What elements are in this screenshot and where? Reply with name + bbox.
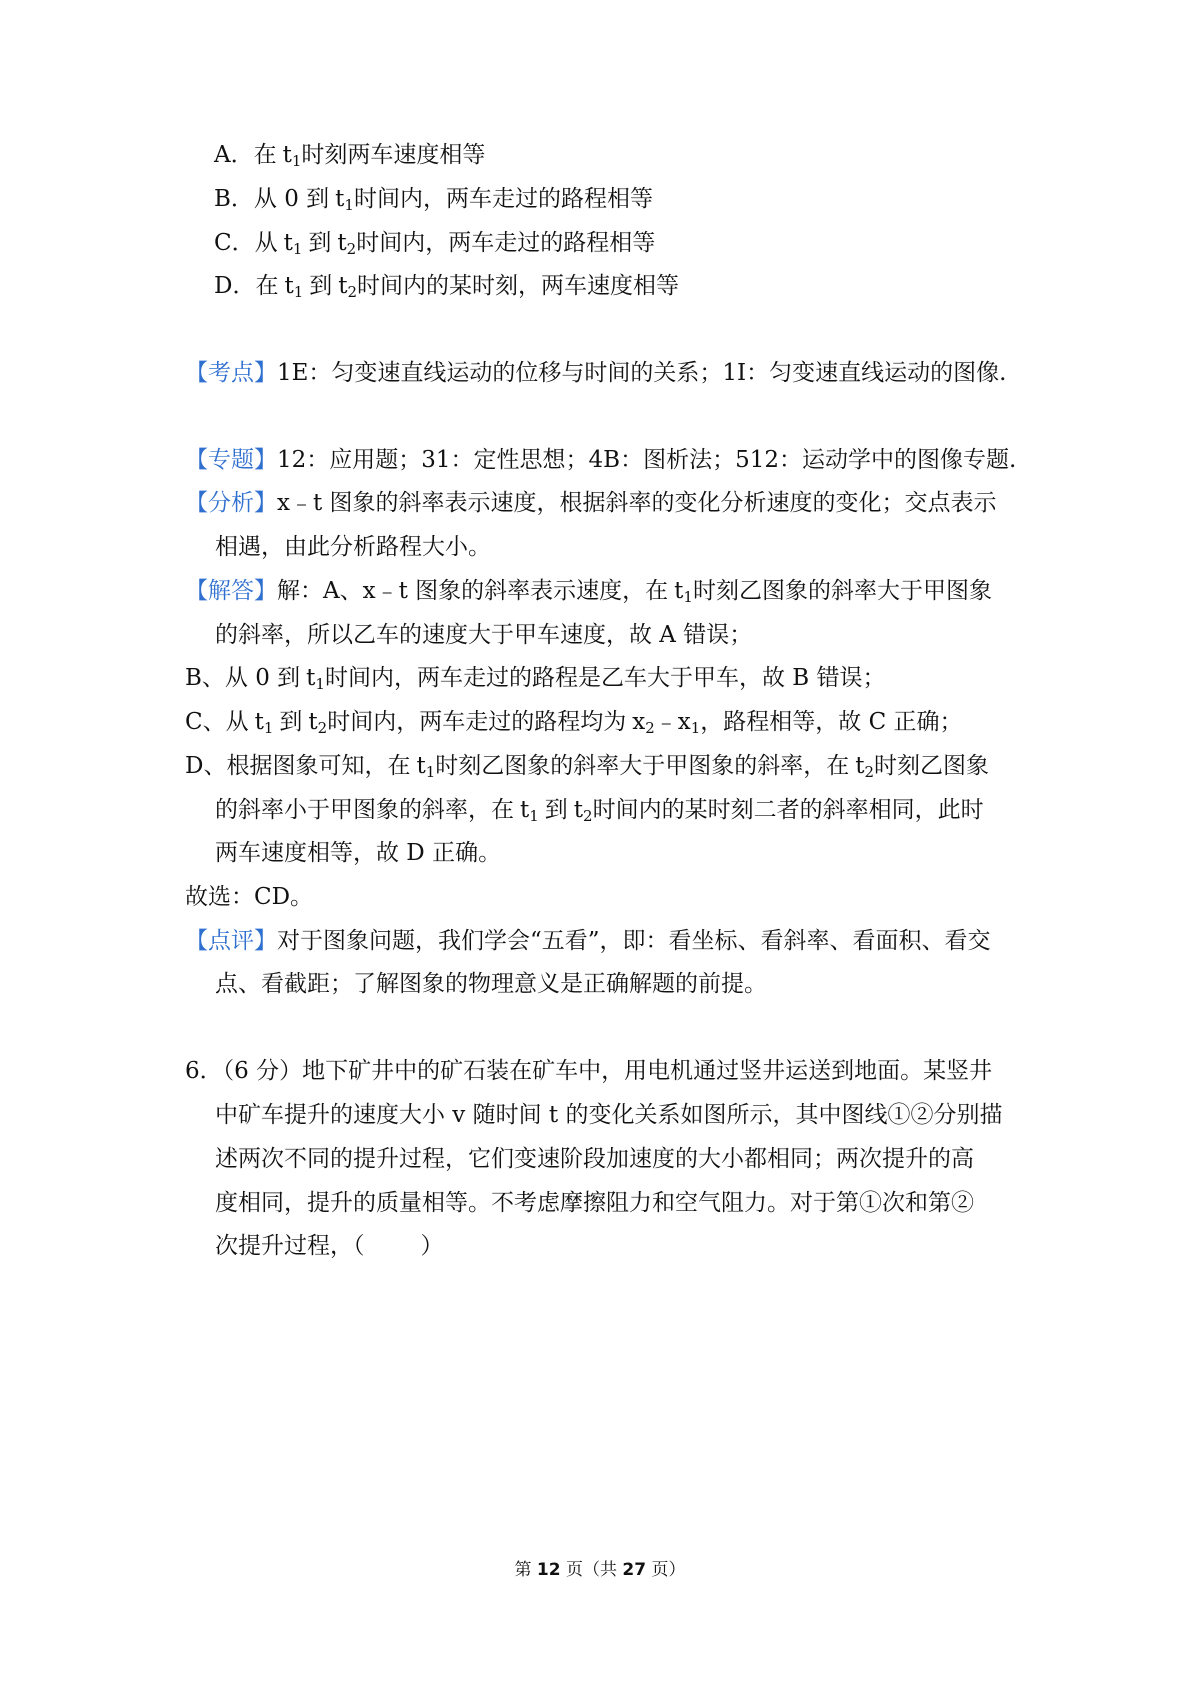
- option-c-label: C．从: [214, 230, 278, 256]
- jieda-text-1a: 解：A、x﹣t 图象的斜率表示速度，在: [277, 578, 669, 604]
- zhuanti-text: 12：应用题；31：定性思想；4B：图析法；512：运动学中的图像专题.: [277, 447, 1017, 473]
- q6-text-2: 中矿车提升的速度大小 v 随时间 t 的变化关系如图所示，其中图线①②分别描: [215, 1102, 1003, 1128]
- option-c-text: 时间内，两车走过的路程相等: [356, 230, 656, 256]
- q6-text-5a: 次提升过程，（: [215, 1233, 365, 1259]
- var-t: t: [573, 797, 584, 823]
- minus-sign: ﹣: [654, 709, 678, 735]
- kaodian-line: [185, 357, 1006, 389]
- sub-1: 1: [315, 675, 325, 693]
- jieda-b-pre: B、从 0 到: [185, 665, 301, 691]
- q6-line2: [215, 1099, 1002, 1131]
- option-b-label: B．从 0 到: [214, 186, 330, 212]
- option-a-label: A．在: [214, 142, 277, 168]
- q6-line1: [185, 1055, 992, 1087]
- footer-post: 页）: [651, 1560, 686, 1580]
- jieda-d2-mid: 到: [544, 797, 568, 823]
- sub-2: 2: [347, 283, 358, 301]
- jieda-b-post: 时间内，两车走过的路程是乙车大于甲车，故 B 错误；: [324, 665, 886, 691]
- sub-1: 1: [529, 807, 539, 825]
- var-t: t: [416, 753, 426, 779]
- fenxi-tag: 【分析】: [185, 490, 277, 516]
- var-x: x: [632, 709, 646, 735]
- dianping-text-1: 对于图象问题，我们学会“五看”，即：看坐标、看斜率、看面积、看交: [277, 928, 991, 954]
- var-t: t: [254, 709, 264, 735]
- sub-1: 1: [291, 152, 302, 170]
- fenxi-line1: [185, 487, 997, 519]
- var-t: t: [520, 797, 530, 823]
- sub-1: 1: [263, 719, 274, 737]
- jieda-text-2: 的斜率，所以乙车的速度大于甲车速度，故 A 错误；: [215, 622, 753, 648]
- q6-line4: [215, 1187, 974, 1219]
- var-t: t: [674, 578, 684, 604]
- option-c: [214, 227, 655, 259]
- q6-text-3: 述两次不同的提升过程，它们变速阶段加速度的大小都相同；两次提升的高: [215, 1146, 974, 1172]
- option-a-text: 时刻两车速度相等: [301, 142, 486, 168]
- q6-line5: [215, 1230, 444, 1262]
- jieda-line-b: [185, 662, 886, 694]
- jieda-c-mid2: 时间内，两车走过的路程均为: [327, 709, 627, 735]
- var-t: t: [282, 142, 292, 168]
- q6-text-4: 度相同，提升的质量相等。不考虑摩擦阻力和空气阻力。对于第①次和第②: [215, 1190, 974, 1216]
- dianping-text-2: 点、看截距；了解图象的物理意义是正确解题的前提。: [215, 971, 767, 997]
- jieda-d3: 两车速度相等，故 D 正确。: [215, 840, 502, 866]
- sub-1: 1: [690, 719, 701, 737]
- dianping-line1: [185, 925, 991, 957]
- kaodian-tag: 【考点】: [185, 360, 277, 386]
- var-t: t: [284, 273, 294, 299]
- total-pages: 27: [622, 1560, 647, 1580]
- var-t: t: [283, 230, 293, 256]
- var-t: t: [308, 709, 318, 735]
- sub-1: 1: [292, 240, 303, 258]
- jieda-line-d1: [185, 750, 989, 782]
- sub-1: 1: [425, 763, 436, 781]
- var-t: t: [337, 230, 347, 256]
- sub-1: 1: [293, 283, 304, 301]
- var-t: t: [338, 273, 348, 299]
- var-t: t: [306, 665, 316, 691]
- var-t: t: [855, 753, 865, 779]
- sub-1: 1: [683, 588, 693, 606]
- jieda-c-pre: C、从: [185, 709, 249, 735]
- jieda-line-d3: [215, 837, 501, 869]
- fenxi-line2: [215, 531, 491, 563]
- jieda-choice-text: 故选：CD。: [185, 884, 314, 910]
- jieda-d-post: 时刻乙图象: [874, 753, 990, 779]
- jieda-line-c: [185, 706, 963, 738]
- sub-2: 2: [346, 240, 357, 258]
- option-d-mid: 到: [309, 273, 333, 299]
- jieda-c-mid: 到: [279, 709, 303, 735]
- jieda-d-pre: D、根据图象可知，在: [185, 753, 411, 779]
- var-x: x: [677, 709, 691, 735]
- jieda-d2-pre: 的斜率小于甲图象的斜率，在: [215, 797, 514, 823]
- jieda-choice: [185, 881, 313, 913]
- jieda-line2: [215, 619, 752, 651]
- sub-2: 2: [317, 719, 328, 737]
- option-c-mid: 到: [308, 230, 332, 256]
- kaodian-text: 1E：匀变速直线运动的位移与时间的关系；1I：匀变速直线运动的图像.: [277, 360, 1007, 386]
- jieda-line1: [185, 575, 992, 607]
- jieda-c-post: ，路程相等，故 C 正确；: [700, 709, 963, 735]
- option-a: [214, 139, 485, 171]
- footer-pre: 第: [514, 1560, 532, 1580]
- sub-2: 2: [864, 763, 875, 781]
- option-d: [214, 270, 679, 302]
- option-b-text: 时间内，两车走过的路程相等: [353, 186, 653, 212]
- var-t: t: [335, 186, 345, 212]
- dianping-line2: [215, 968, 767, 1000]
- jieda-line-d2: [215, 794, 984, 826]
- jieda-tag: 【解答】: [185, 578, 277, 604]
- jieda-d2-post: 时间内的某时刻二者的斜率相同，此时: [592, 797, 984, 823]
- option-d-text: 时间内的某时刻，两车速度相等: [357, 273, 680, 299]
- sub-2: 2: [645, 719, 655, 737]
- option-d-label: D．在: [214, 273, 279, 299]
- zhuanti-line: [185, 444, 1016, 476]
- q6-line3: [215, 1143, 974, 1175]
- jieda-text-1b: 时刻乙图象的斜率大于甲图象: [692, 578, 992, 604]
- jieda-d-mid: 时刻乙图象的斜率大于甲图象的斜率，在: [435, 753, 850, 779]
- q6-text-5b: ）: [420, 1233, 444, 1259]
- page-number: 12: [536, 1560, 561, 1580]
- zhuanti-tag: 【专题】: [185, 447, 277, 473]
- dianping-tag: 【点评】: [185, 928, 277, 954]
- option-b: [214, 183, 653, 215]
- footer-mid: 页（共: [566, 1560, 617, 1580]
- sub-2: 2: [583, 807, 593, 825]
- fenxi-text-1: x﹣t 图象的斜率表示速度，根据斜率的变化分析速度的变化；交点表示: [277, 490, 997, 516]
- fenxi-text-2: 相遇，由此分析路程大小。: [215, 534, 491, 560]
- sub-1: 1: [344, 196, 354, 214]
- page-footer: [0, 1558, 1200, 1582]
- q6-text-1: 6．（6 分）地下矿井中的矿石装在矿车中，用电机通过竖井运送到地面。某竖井: [185, 1058, 993, 1084]
